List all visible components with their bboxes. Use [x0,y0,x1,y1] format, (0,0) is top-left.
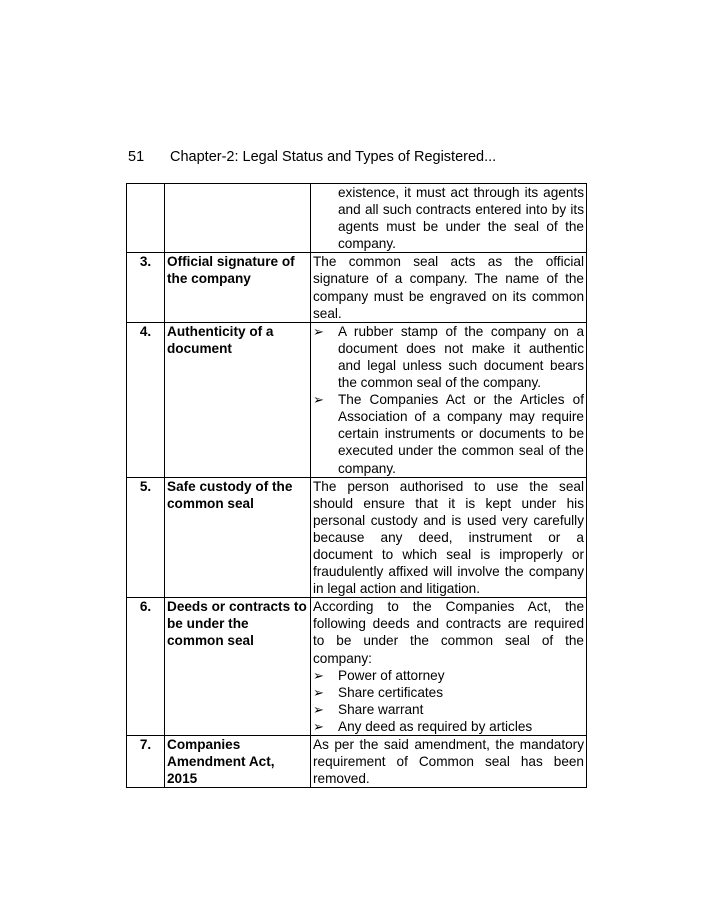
list-item: ➢ Share certificates [313,684,444,700]
row-description [311,322,587,477]
row-number: 3. [127,253,165,322]
row-number: 6. [127,598,165,736]
arrowhead-bullet-icon: ➢ [313,323,324,339]
seal-features-table [126,183,587,788]
table-row [127,322,587,477]
arrowhead-bullet-icon: ➢ [313,701,324,717]
list-item: ➢ Any deed as required by articles [313,718,533,734]
list-item: ➢ Power of attorney [313,667,445,683]
row-number: 5. [127,477,165,598]
row-number [127,184,165,253]
page-number: 51 [128,149,145,165]
arrowhead-bullet-icon: ➢ [313,718,324,734]
row-topic: Official signature of the company [165,253,311,322]
row-topic: Deeds or contracts to be under the common seal [165,598,311,736]
row-description: The common seal acts as the official signature of a company. The name of the company must be engraved on its common seal. [311,253,587,322]
row-topic: Authenticity of a document [165,322,311,477]
row-topic: Companies Amendment Act, 2015 [165,736,311,788]
row-topic [165,184,311,253]
row-number: 7. [127,736,165,788]
list-item: ➢ Share warrant [313,701,424,717]
table-row [127,477,587,598]
continued-text: existence, it must act through its agents and all such contracts entered into by its agents must be under the seal of the company. [338,185,584,252]
arrowhead-bullet-icon: ➢ [313,392,324,408]
bullet-list [313,667,584,735]
arrowhead-bullet-icon: ➢ [313,684,324,700]
page-header [128,149,496,165]
row-description [311,598,587,736]
list-item: ➢ A rubber stamp of the company on a document does not make it authentic and legal unless such document bears the common seal of the company. [313,323,584,391]
chapter-title: Chapter-2: Legal Status and Types of Registered... [170,149,497,165]
table-row [127,736,587,788]
bullet-list [313,323,584,477]
arrowhead-bullet-icon: ➢ [313,667,324,683]
row-intro-text: According to the Companies Act, the following deeds and contracts are required to be under the common seal of the company: [313,599,584,666]
row-number: 4. [127,322,165,477]
row-description: The person authorised to use the seal should ensure that it is kept under his personal custody and is used very carefully because any deed, instrument or a document to which seal is improperly or fraudulently affixed will involve the company in legal action and litigation. [311,477,587,598]
table-row [127,184,587,253]
row-description: As per the said amendment, the mandatory requirement of Common seal has been removed. [311,736,587,788]
list-item: ➢ The Companies Act or the Articles of Association of a company may require certain instruments or documents to be executed under the common seal of the company. [313,392,584,476]
row-topic: Safe custody of the common seal [165,477,311,598]
table-row [127,253,587,322]
row-description [311,184,587,253]
table-row [127,598,587,736]
